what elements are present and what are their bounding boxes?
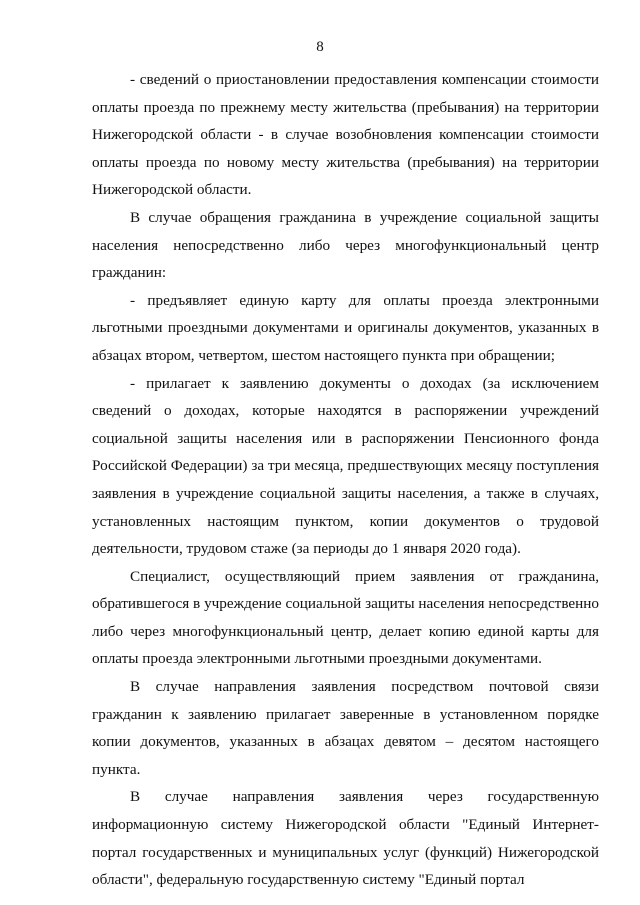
paragraph-present-card: - предъявляет единую карту для оплаты проезда электронными льготными проездными документами и оригиналы документов, указанных в абзацах втором, четвертом, шестом настоящего пункта при обращении; xyxy=(92,291,599,364)
paragraph-specialist-copy: Специалист, осуществляющий прием заявления от гражданина, обратившегося в учреждение социальной защиты населения непосредственно либо через многофункциональный центр, делает копию единой карты для оплаты проезда электронными льготными проездными документами. xyxy=(92,567,599,668)
paragraph-income-documents: - прилагает к заявлению документы о доходах (за исключением сведений о доходах, которые находятся в распоряжении учреждений социальной защиты населения или в распоряжении Пенсионного фонда Российской Федерации) за три месяца, предшествующих месяцу поступления заявления в учреждение социальной защиты населения, а также в случаях, установленных настоящим пунктом, копии документов о трудовой деятельности, трудовом стаже (за периоды до 1 января 2020 года). xyxy=(92,374,599,558)
document-body xyxy=(92,66,599,894)
paragraph-online-application: В случае направления заявления через государственную информационную систему Нижегородской области "Единый Интернет-портал государственных и муниципальных услуг (функций) Нижегородской области", федеральную государственную систему "Единый портал xyxy=(92,788,599,889)
paragraph-suspension-info: - сведений о приостановлении предоставления компенсации стоимости оплаты проезда по прежнему месту жительства (пребывания) на территории Нижегородской области - в случае возобновления компенсации стоимости оплаты проезда по новому месту жительства (пребывания) на территории Нижегородской области. xyxy=(92,71,599,199)
paragraph-postal-application: В случае направления заявления посредством почтовой связи гражданин к заявлению прилагает заверенные в установленном порядке копии документов, указанных в абзацах девятом – десятом настоящего пункта. xyxy=(92,678,599,778)
paragraph-direct-application: В случае обращения гражданина в учреждение социальной защиты населения непосредственно либо через многофункциональный центр гражданин: xyxy=(92,208,599,282)
page-number: 8 xyxy=(316,39,324,55)
